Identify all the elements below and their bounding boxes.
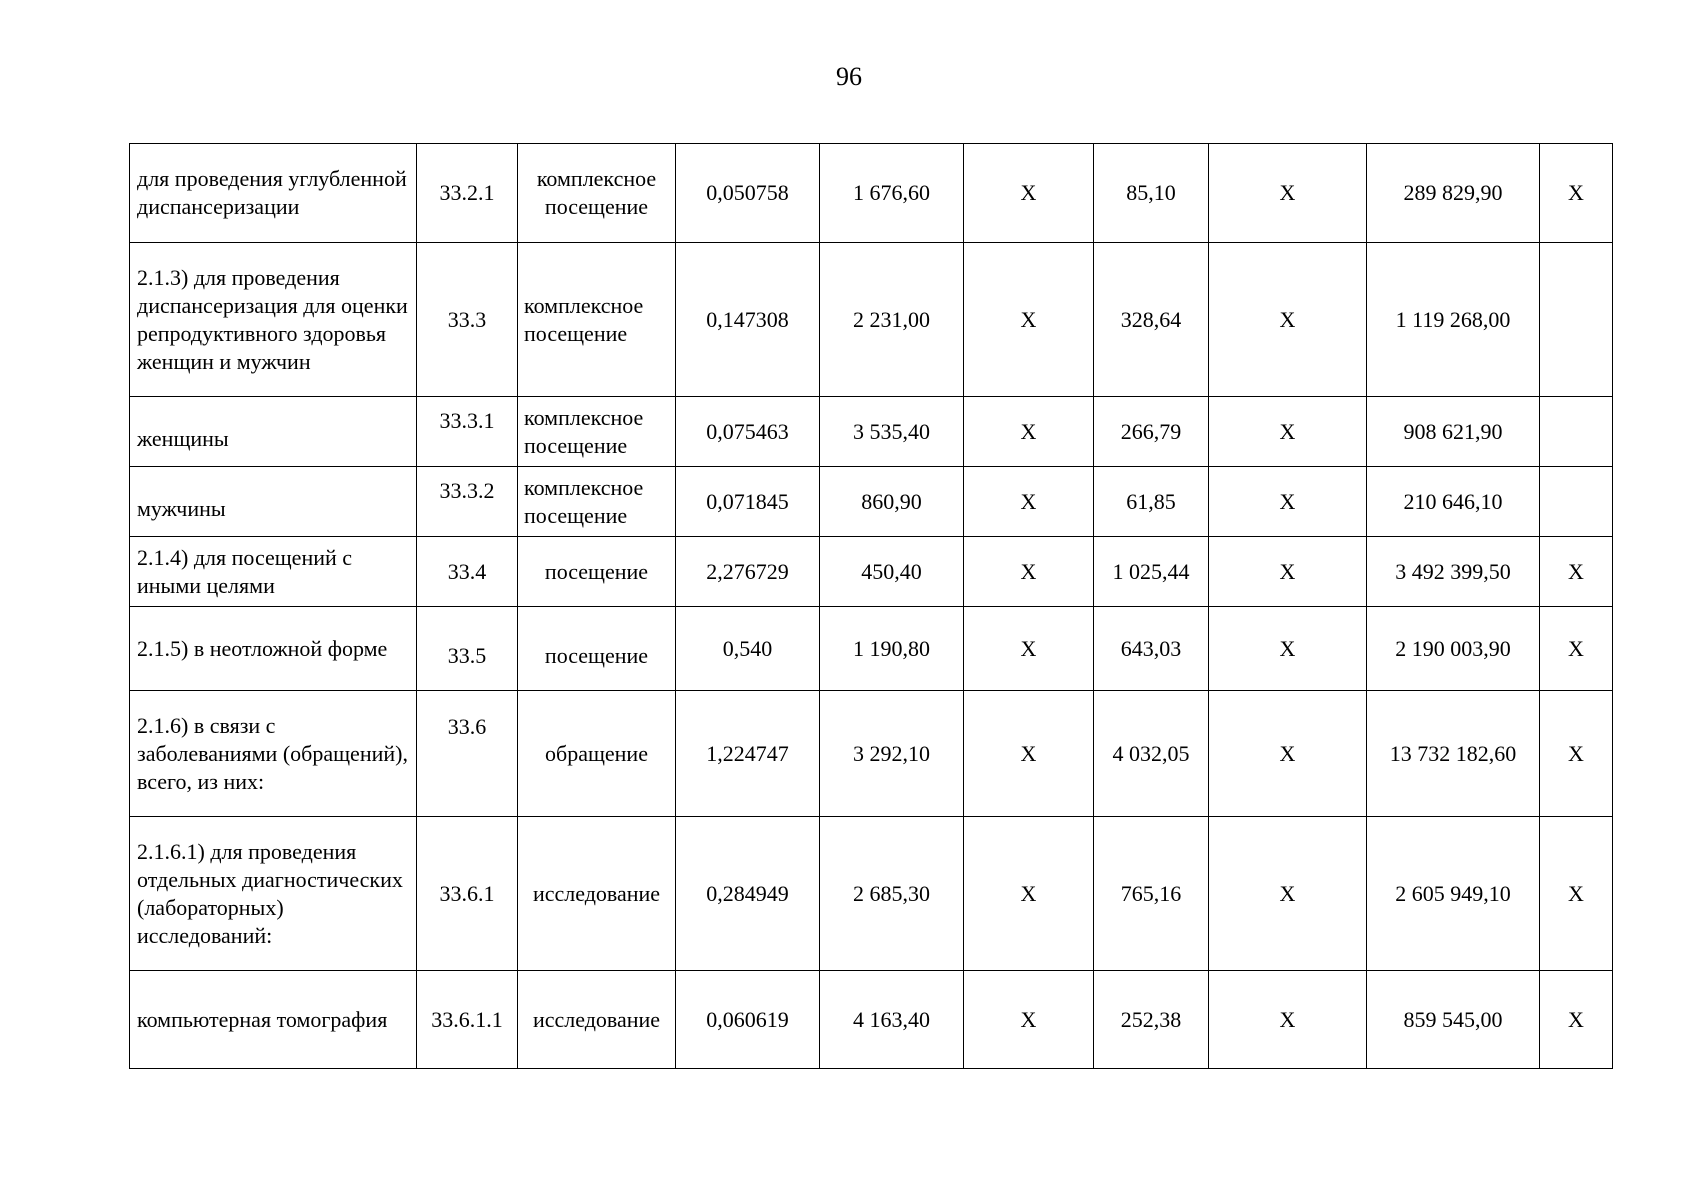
table-row — [130, 691, 1613, 817]
row-per-capita: 328,64 — [1094, 243, 1209, 397]
row-norm: 0,540 — [676, 607, 820, 691]
row-unit: комплексное посещение — [518, 243, 676, 397]
row-x1: X — [964, 691, 1094, 817]
row-x2: X — [1209, 397, 1367, 467]
row-unit: комплексное посещение — [518, 397, 676, 467]
row-per-capita: 643,03 — [1094, 607, 1209, 691]
row-unit: исследование — [518, 971, 676, 1069]
row-x1: X — [964, 144, 1094, 243]
row-x3: X — [1540, 817, 1613, 971]
row-per-capita: 61,85 — [1094, 467, 1209, 537]
row-unit: обращение — [518, 691, 676, 817]
row-total: 1 119 268,00 — [1367, 243, 1540, 397]
row-x2: X — [1209, 537, 1367, 607]
row-name: 2.1.3) для проведения диспансеризация для оценки репродуктивного здоровья женщин и мужчин — [130, 243, 417, 397]
row-total: 289 829,90 — [1367, 144, 1540, 243]
row-name: женщины — [130, 397, 417, 467]
page-number: 96 — [836, 62, 862, 91]
row-total: 3 492 399,50 — [1367, 537, 1540, 607]
row-x1: X — [964, 971, 1094, 1069]
row-per-capita: 4 032,05 — [1094, 691, 1209, 817]
row-name: мужчины — [130, 467, 417, 537]
row-x1: X — [964, 537, 1094, 607]
table-row — [130, 817, 1613, 971]
row-cost: 4 163,40 — [820, 971, 964, 1069]
row-x3: X — [1540, 537, 1613, 607]
row-cost: 3 535,40 — [820, 397, 964, 467]
row-name: для проведения углубленной диспансеризации — [130, 144, 417, 243]
row-norm: 1,224747 — [676, 691, 820, 817]
row-x1: X — [964, 607, 1094, 691]
row-x3: X — [1540, 144, 1613, 243]
table-row — [130, 607, 1613, 691]
table-row — [130, 144, 1613, 243]
row-cost: 2 685,30 — [820, 817, 964, 971]
row-per-capita: 252,38 — [1094, 971, 1209, 1069]
row-x3: X — [1540, 691, 1613, 817]
row-code: 33.6.1 — [417, 817, 518, 971]
row-code: 33.6 — [417, 691, 518, 817]
row-x1: X — [964, 397, 1094, 467]
table-row — [130, 243, 1613, 397]
row-x2: X — [1209, 971, 1367, 1069]
row-name: компьютерная томография — [130, 971, 417, 1069]
row-x1: X — [964, 467, 1094, 537]
row-code: 33.3 — [417, 243, 518, 397]
table-row — [130, 467, 1613, 537]
row-code: 33.3.2 — [417, 467, 518, 537]
row-x2: X — [1209, 144, 1367, 243]
row-total: 2 190 003,90 — [1367, 607, 1540, 691]
row-x3 — [1540, 397, 1613, 467]
row-total: 908 621,90 — [1367, 397, 1540, 467]
row-cost: 1 676,60 — [820, 144, 964, 243]
row-unit: исследование — [518, 817, 676, 971]
row-x2: X — [1209, 607, 1367, 691]
row-unit: посещение — [518, 537, 676, 607]
table-row — [130, 397, 1613, 467]
row-cost: 860,90 — [820, 467, 964, 537]
row-name: 2.1.5) в неотложной форме — [130, 607, 417, 691]
row-name: 2.1.6.1) для проведения отдельных диагностических (лабораторных) исследований: — [130, 817, 417, 971]
row-code: 33.3.1 — [417, 397, 518, 467]
services-table — [129, 143, 1613, 1069]
row-code: 33.4 — [417, 537, 518, 607]
row-total: 859 545,00 — [1367, 971, 1540, 1069]
row-norm: 0,075463 — [676, 397, 820, 467]
row-unit: комплексное посещение — [518, 144, 676, 243]
row-cost: 3 292,10 — [820, 691, 964, 817]
row-name: 2.1.4) для посещений с иными целями — [130, 537, 417, 607]
row-x3 — [1540, 467, 1613, 537]
row-code: 33.6.1.1 — [417, 971, 518, 1069]
row-norm: 0,147308 — [676, 243, 820, 397]
row-norm: 0,284949 — [676, 817, 820, 971]
row-per-capita: 266,79 — [1094, 397, 1209, 467]
row-x2: X — [1209, 817, 1367, 971]
row-norm: 0,050758 — [676, 144, 820, 243]
row-cost: 1 190,80 — [820, 607, 964, 691]
row-norm: 0,071845 — [676, 467, 820, 537]
row-total: 210 646,10 — [1367, 467, 1540, 537]
row-total: 13 732 182,60 — [1367, 691, 1540, 817]
row-per-capita: 765,16 — [1094, 817, 1209, 971]
row-cost: 2 231,00 — [820, 243, 964, 397]
row-x3: X — [1540, 607, 1613, 691]
row-x3: X — [1540, 971, 1613, 1069]
row-cost: 450,40 — [820, 537, 964, 607]
row-code: 33.2.1 — [417, 144, 518, 243]
row-norm: 2,276729 — [676, 537, 820, 607]
row-norm: 0,060619 — [676, 971, 820, 1069]
row-per-capita: 1 025,44 — [1094, 537, 1209, 607]
row-x2: X — [1209, 243, 1367, 397]
row-x1: X — [964, 243, 1094, 397]
table-row — [130, 537, 1613, 607]
row-unit: посещение — [518, 607, 676, 691]
row-x1: X — [964, 817, 1094, 971]
row-per-capita: 85,10 — [1094, 144, 1209, 243]
row-total: 2 605 949,10 — [1367, 817, 1540, 971]
row-name: 2.1.6) в связи с заболеваниями (обращений), всего, из них: — [130, 691, 417, 817]
row-x2: X — [1209, 691, 1367, 817]
row-x3 — [1540, 243, 1613, 397]
row-unit: комплексное посещение — [518, 467, 676, 537]
table-row — [130, 971, 1613, 1069]
row-x2: X — [1209, 467, 1367, 537]
row-code: 33.5 — [417, 607, 518, 691]
